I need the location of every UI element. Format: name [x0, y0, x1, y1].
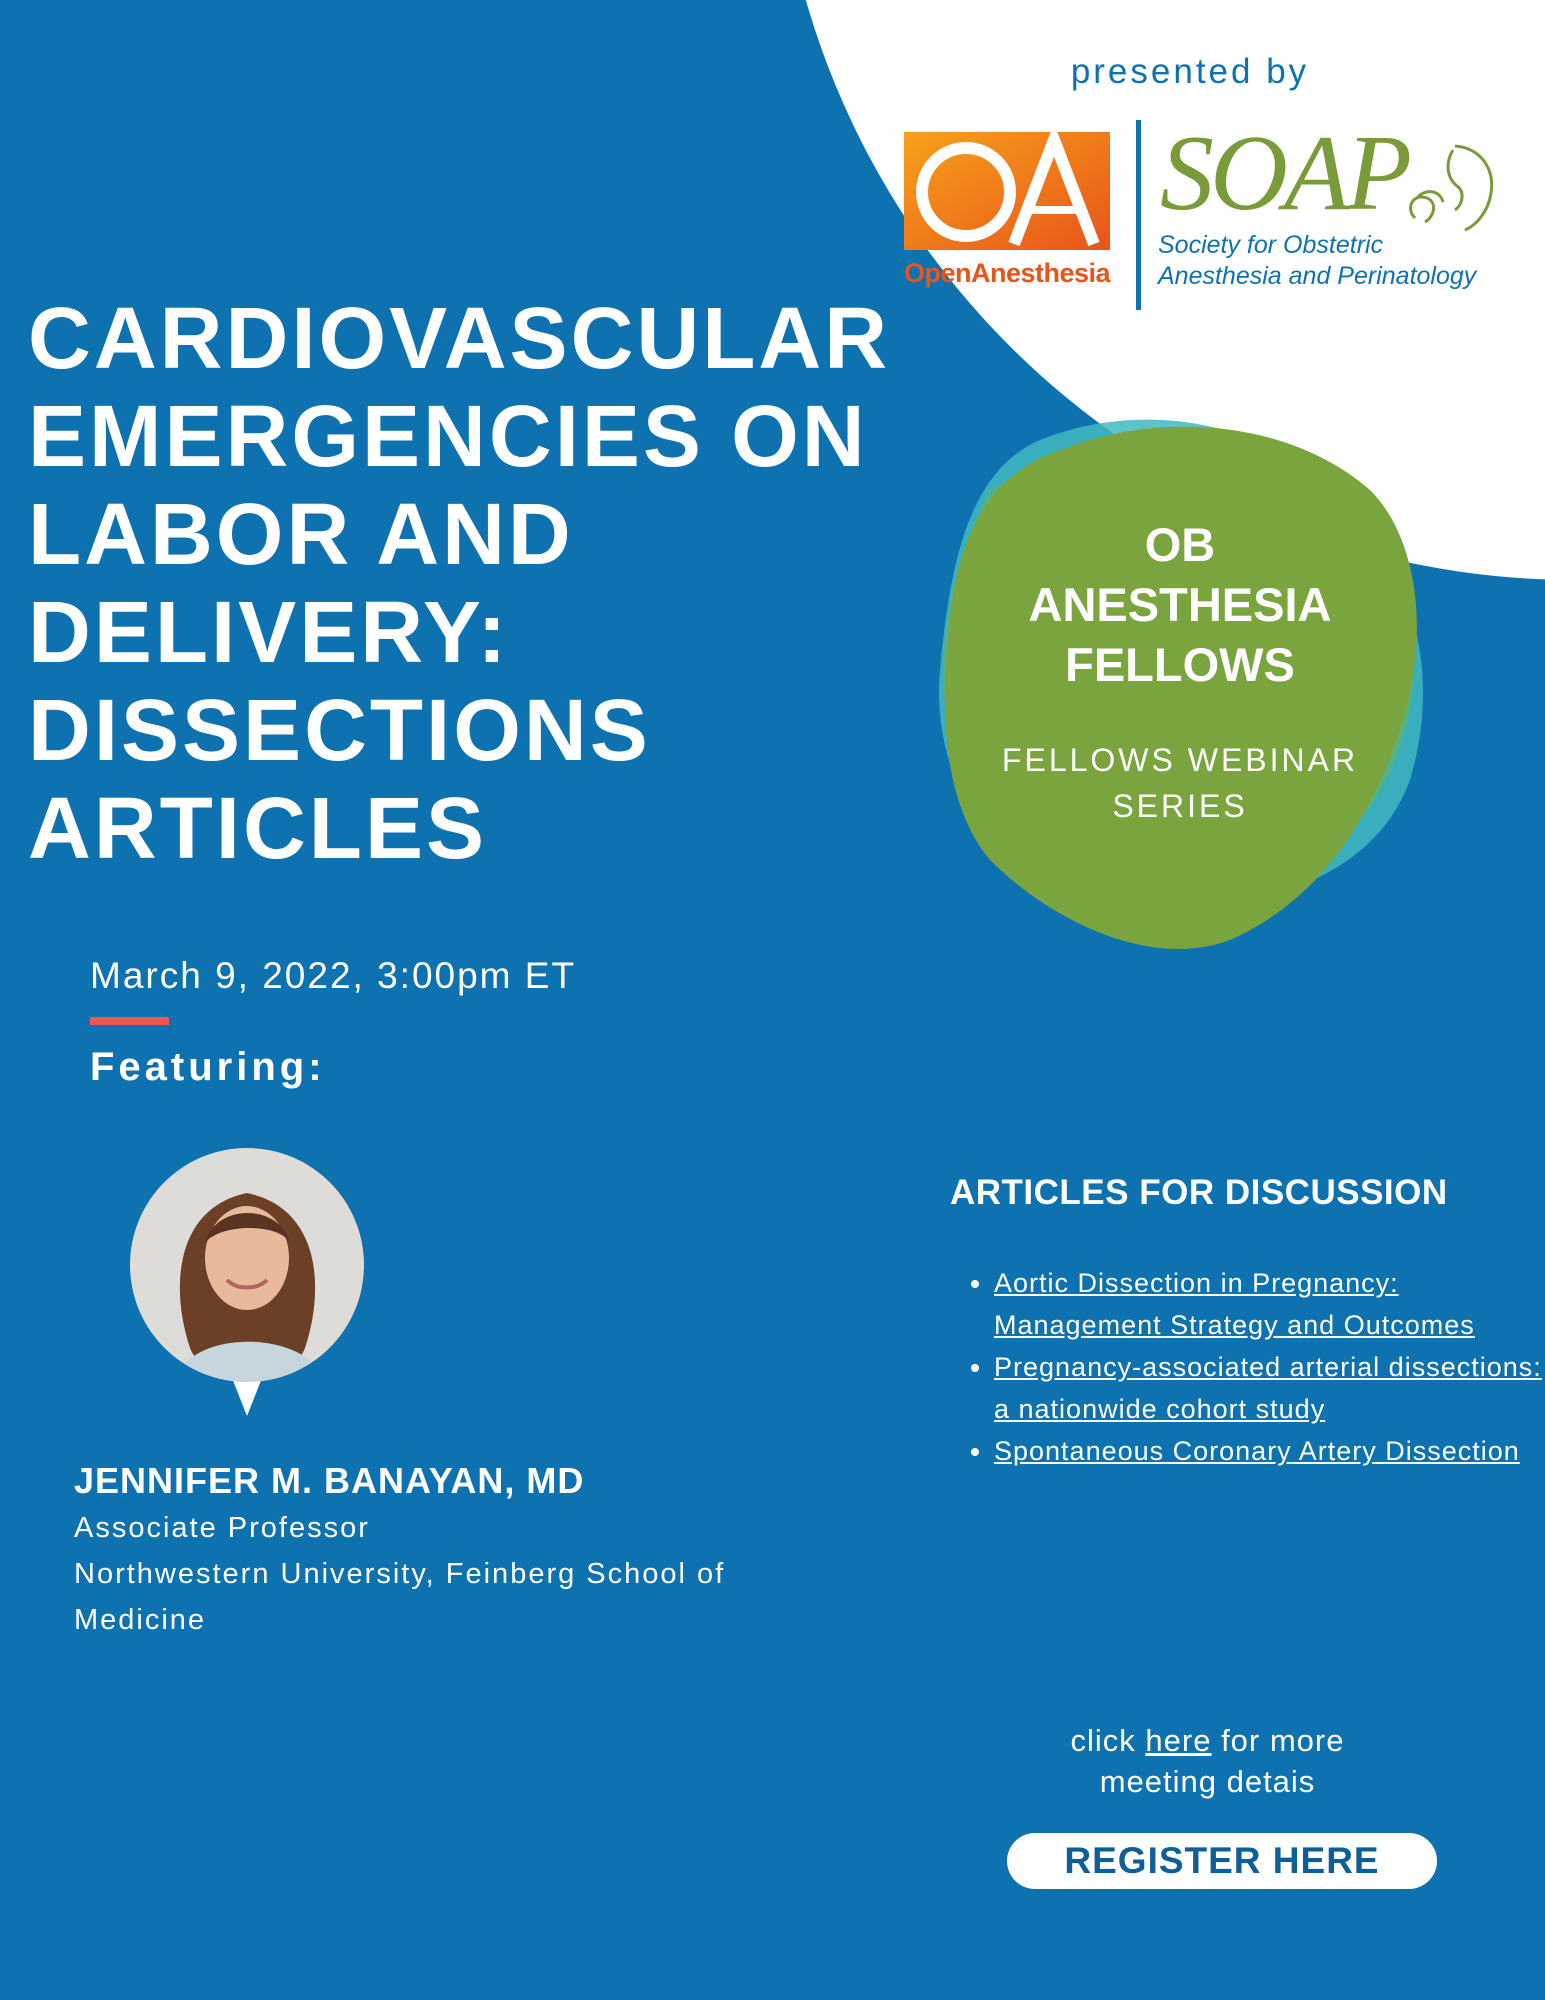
title-line: DELIVERY:: [28, 584, 510, 681]
series-badge-text: [950, 515, 1410, 829]
soap-subtitle-line2: Anesthesia and Perinatology: [1158, 262, 1477, 290]
articles-heading: ARTICLES FOR DISCUSSION: [950, 1173, 1448, 1212]
more-details-link[interactable]: here: [1145, 1723, 1212, 1758]
logo-divider: [1136, 120, 1141, 310]
title-line: LABOR AND: [28, 486, 574, 583]
accent-rule: [90, 1017, 169, 1025]
register-button[interactable]: REGISTER HERE: [1007, 1833, 1437, 1889]
speaker-affiliation-line2: Medicine: [74, 1604, 207, 1636]
badge-subtitle-line: SERIES: [1112, 788, 1248, 824]
speaker-details: [74, 1505, 774, 1643]
badge-subtitle-line: FELLOWS WEBINAR: [1001, 742, 1359, 778]
presented-by-label: presented by: [1070, 52, 1310, 91]
badge-heading-line: OB: [1144, 518, 1216, 571]
badge-subtitle: [950, 737, 1410, 829]
speaker-name: JENNIFER M. BANAYAN, MD: [74, 1460, 585, 1501]
more-details-prefix: click: [1070, 1723, 1146, 1758]
more-details-text: [1030, 1720, 1385, 1802]
title-line: ARTICLES: [28, 780, 487, 877]
oa-logo-icon: [904, 132, 1110, 250]
soap-subtitle-line1: Society for Obstetric: [1158, 231, 1384, 259]
oa-logo-text: OpenAnesthesia: [904, 258, 1111, 288]
event-title: [28, 290, 928, 878]
article-link-aortic-dissection[interactable]: Aortic Dissection in Pregnancy: Management Strategy and Outcomes: [994, 1268, 1475, 1340]
list-item: [994, 1430, 1545, 1472]
speaker-affiliation-line1: Northwestern University, Feinberg School of: [74, 1558, 726, 1590]
openanesthesia-logo[interactable]: [902, 130, 1112, 290]
event-date: March 9, 2022, 3:00pm ET: [90, 955, 577, 996]
featuring-label: Featuring:: [90, 1045, 326, 1089]
speaker-photo: [130, 1148, 365, 1418]
article-link-coronary-dissection[interactable]: Spontaneous Coronary Artery Dissection: [994, 1436, 1520, 1466]
list-item: [994, 1262, 1545, 1346]
article-link-arterial-dissections[interactable]: Pregnancy-associated arterial dissections: a nationwide cohort study: [994, 1352, 1542, 1424]
badge-heading: [950, 515, 1410, 695]
title-line: EMERGENCIES ON: [28, 388, 868, 485]
title-line: CARDIOVASCULAR: [28, 290, 891, 387]
soap-logo-word[interactable]: SOAP: [1160, 114, 1408, 233]
list-item: [994, 1346, 1545, 1430]
articles-list: [950, 1262, 1545, 1472]
title-line: DISSECTIONS: [28, 682, 651, 779]
soap-mother-child-icon: [1395, 138, 1515, 248]
more-details-suffix: for more meeting detais: [1099, 1723, 1345, 1799]
speaker-title: Associate Professor: [74, 1512, 370, 1544]
badge-heading-line: ANESTHESIA: [1028, 578, 1332, 631]
badge-heading-line: FELLOWS: [1065, 638, 1295, 691]
